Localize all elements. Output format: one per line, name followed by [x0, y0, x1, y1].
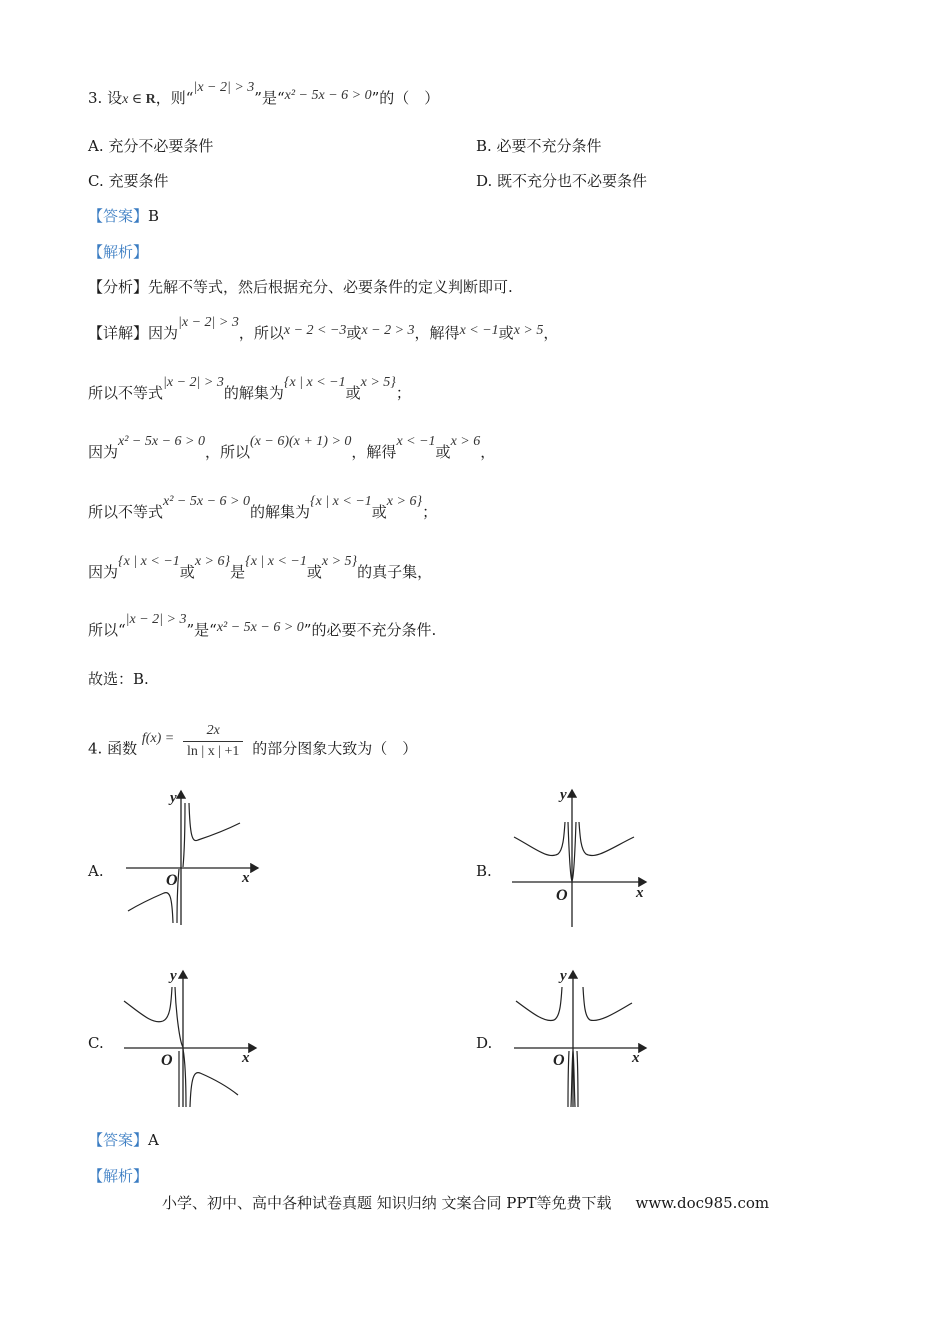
q3-detail-line-2: 所以不等式|x − 2| > 3的解集为{x | x < −1或x > 5}；: [88, 375, 411, 402]
y-label: y: [170, 790, 177, 806]
graph-b: [508, 782, 658, 932]
q3-detail-line-4: 所以不等式x² − 5x − 6 > 0的解集为{x | x < −1或x > 6}；: [88, 494, 438, 521]
x-label: x: [632, 1050, 640, 1066]
fraction-numerator: 2x: [183, 721, 243, 742]
footer: [162, 1192, 769, 1213]
q3-option-a: A. 充分不必要条件: [88, 137, 214, 155]
q3-stem: 3. 设x ∈ R，则“|x − 2| > 3”是“x² − 5x − 6 > 0”的（ ）: [88, 80, 440, 107]
curve: [128, 893, 173, 923]
q3-answer: 【答案】B: [88, 207, 160, 225]
curve: [124, 987, 172, 1022]
q3-option-d: D. 既不充分也不必要条件: [476, 172, 648, 190]
q3-detail-line-5: 因为{x | x < −1或x > 6}是{x | x < −1或x > 5}的真子集，: [88, 554, 433, 581]
q4-option-d-label: D.: [476, 1034, 493, 1052]
x-label: x: [242, 1050, 250, 1066]
curve: [579, 822, 634, 856]
origin-label: O: [166, 872, 178, 889]
x-label: x: [636, 885, 644, 901]
q3-option-c: C. 充要条件: [88, 172, 169, 190]
graph-a: [118, 785, 268, 930]
curve: [514, 822, 565, 856]
function-fraction: [183, 721, 243, 762]
curve: [189, 803, 240, 841]
curve: [183, 803, 185, 867]
origin-label: O: [553, 1052, 565, 1069]
q3-conclusion: 故选：B.: [88, 670, 149, 688]
fraction-denominator: ln | x | +1: [187, 744, 240, 759]
curve: [577, 1051, 578, 1107]
footer-text: 小学、初中、高中各种试卷真题 知识归纳 文案合同 PPT等免费下载: [162, 1194, 612, 1212]
q4-option-a-label: A.: [88, 862, 104, 880]
curve: [516, 987, 562, 1021]
footer-site[interactable]: www.doc985.com: [635, 1194, 770, 1212]
q3-detail-line-1: 【详解】因为|x − 2| > 3，所以x − 2 < −3或x − 2 > 3，解得x < −1或x > 5，: [88, 315, 559, 342]
q4-option-b-label: B.: [476, 862, 492, 880]
jiexi-tag: 【解析】: [88, 1167, 149, 1185]
q3-detail-line-6: 所以“|x − 2| > 3”是“x² − 5x − 6 > 0”的必要不充分条件.: [88, 612, 437, 639]
q3-option-b: B. 必要不充分条件: [476, 137, 602, 155]
curve: [583, 987, 632, 1020]
jiexi-tag: 【解析】: [88, 243, 149, 261]
q3-detail-line-3: 因为x² − 5x − 6 > 0，所以(x − 6)(x + 1) > 0，解得x < −1或x > 6，: [88, 434, 496, 461]
answer-tag: 【答案】: [88, 207, 149, 225]
q3-jiexi: [88, 242, 148, 262]
curve: [190, 1073, 238, 1107]
q4-option-c-label: C.: [88, 1034, 104, 1052]
y-label: y: [560, 968, 567, 984]
x-label: x: [242, 870, 250, 886]
graph-d: [508, 965, 658, 1113]
origin-label: O: [161, 1052, 173, 1069]
answer-tag: 【答案】: [88, 1131, 149, 1149]
y-label: y: [560, 787, 567, 803]
curve: [568, 1051, 569, 1107]
q4-answer: 【答案】A: [88, 1131, 159, 1149]
function-lhs: f(x) =: [141, 730, 175, 746]
origin-label: O: [556, 887, 568, 904]
curve: [175, 987, 183, 1047]
graph-c: [118, 965, 268, 1113]
y-label: y: [170, 968, 177, 984]
q3-fenxi: 【分析】先解不等式，然后根据充分、必要条件的定义判断即可.: [88, 278, 513, 296]
q4-stem: 4. 函数 f(x) = $\frac{2x}{\ln | x | +1}$ 的部分图象大致为（ ）: [88, 729, 417, 770]
q4-jiexi: [88, 1166, 148, 1186]
